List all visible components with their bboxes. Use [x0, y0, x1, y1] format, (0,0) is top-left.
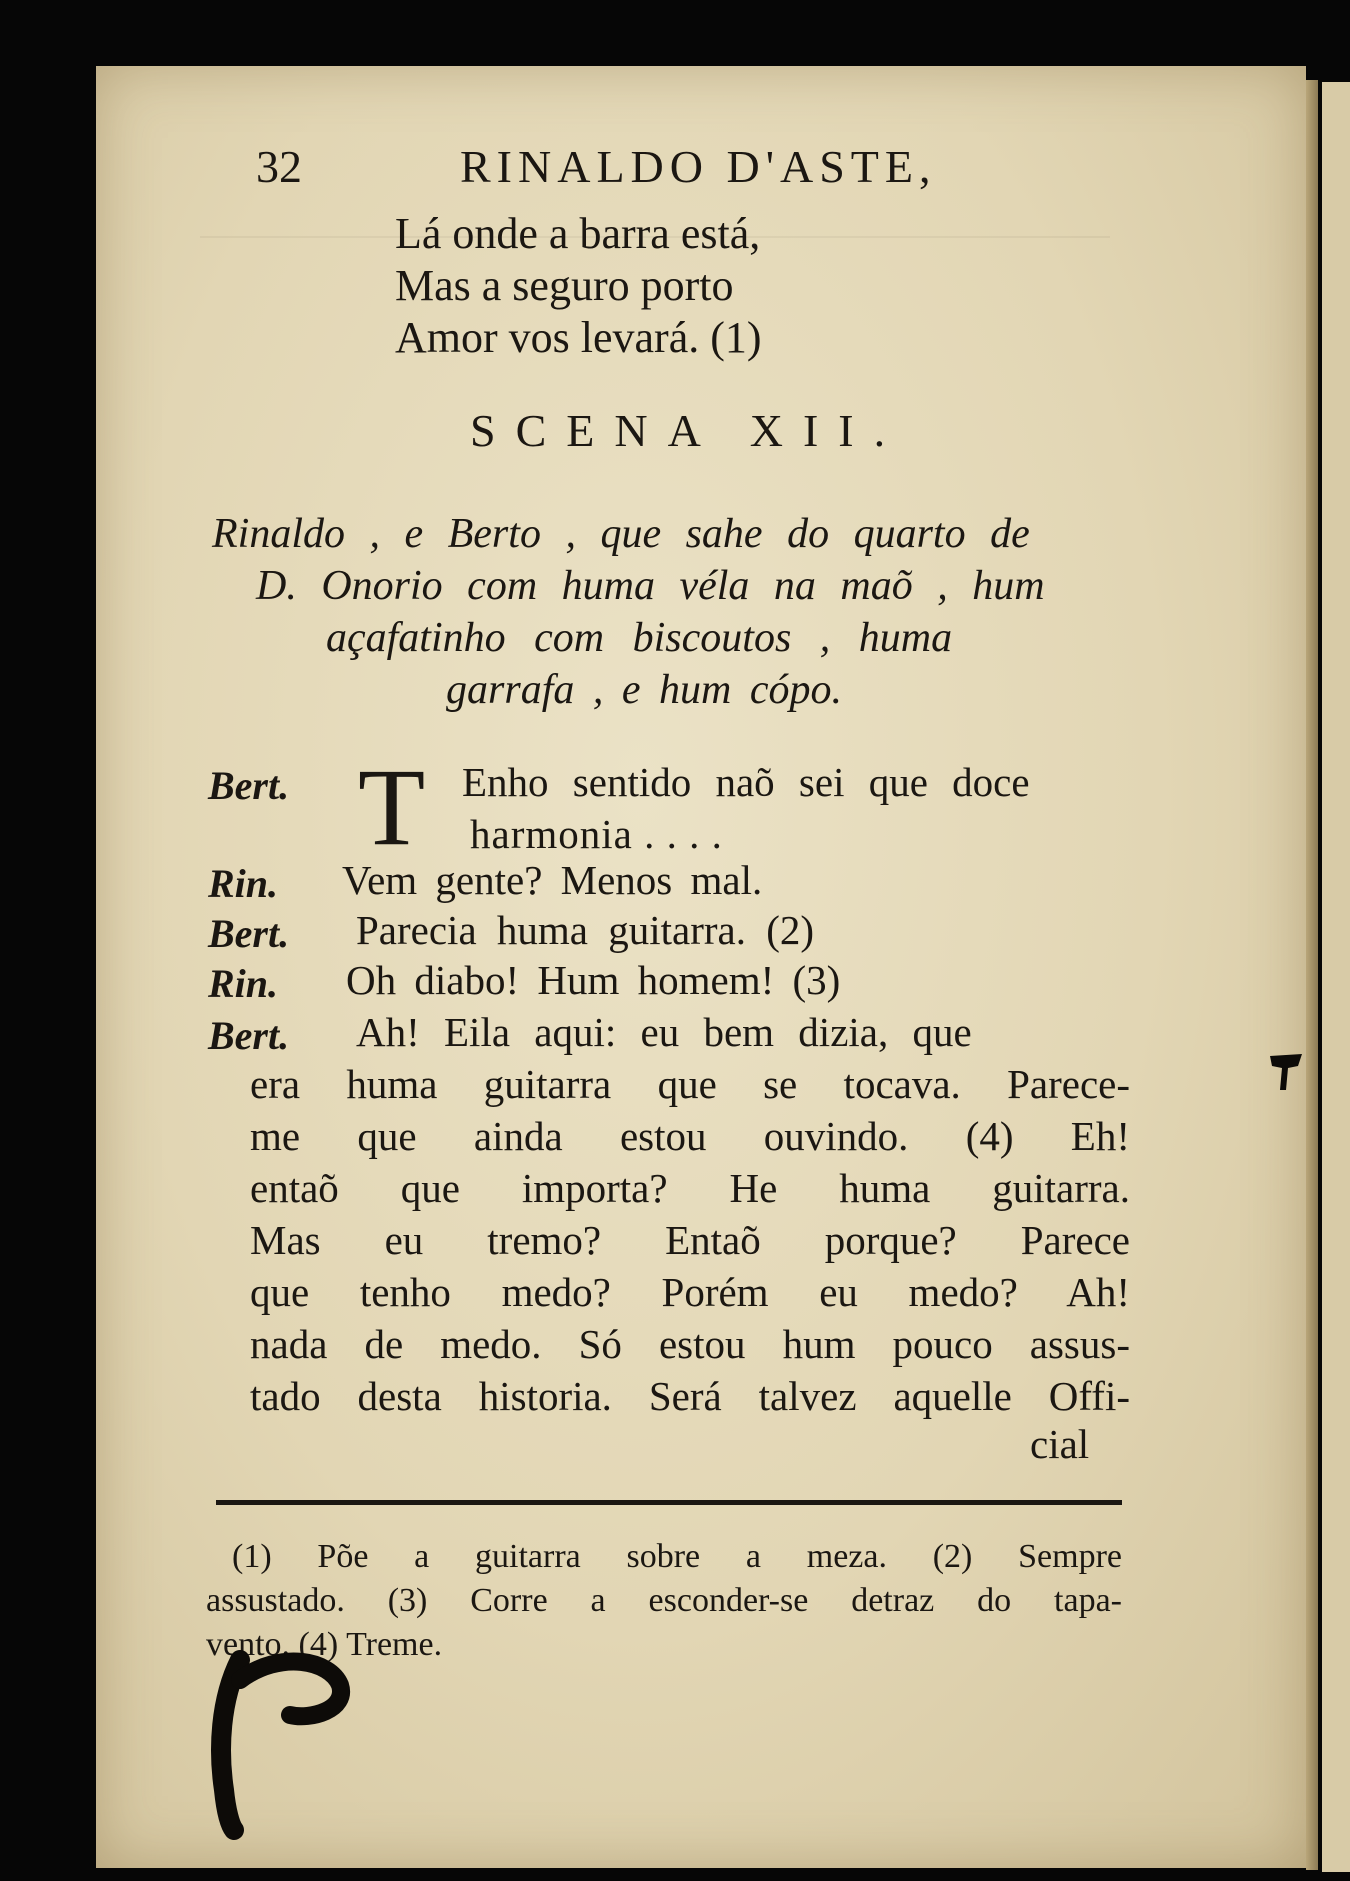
dialogue-line: Oh diabo! Hum homem! (3) — [346, 957, 841, 1003]
running-title: RINALDO D'ASTE, — [460, 141, 937, 192]
paragraph-line: entaõ que importa? He huma guitarra. — [250, 1165, 1130, 1211]
handwritten-mark-icon — [200, 1640, 360, 1840]
dialogue-line: Ah! Eila aqui: eu bem dizia, que — [356, 1009, 972, 1055]
stage-direction-line: açafatinho com biscoutos , huma — [326, 615, 953, 661]
speaker-label: Rin. — [208, 961, 279, 1006]
speaker-label: Bert. — [208, 763, 290, 808]
drop-cap: T — [358, 746, 426, 868]
binding-mark-icon — [1268, 1052, 1304, 1092]
footnote-line: assustado. (3) Corre a esconder-se detraz do tapa- — [206, 1582, 1122, 1619]
paragraph-line: era huma guitarra que se tocava. Parece- — [250, 1061, 1130, 1107]
page-header — [256, 140, 976, 202]
speaker-label: Rin. — [208, 861, 279, 906]
speaker-label: Bert. — [208, 1013, 290, 1058]
footnote-line: (1) Põe a guitarra sobre a meza. (2) Sempre — [232, 1538, 1122, 1575]
verse-line: Lá onde a barra está, — [395, 209, 761, 258]
paragraph-line: que tenho medo? Porém eu medo? Ah! — [250, 1269, 1130, 1315]
stage-direction-line: D. Onorio com huma véla na maõ , hum — [256, 563, 1045, 609]
paragraph-line: nada de medo. Só estou hum pouco assus- — [250, 1321, 1130, 1367]
stage-direction-line: Rinaldo , e Berto , que sahe do quarto de — [212, 511, 1030, 557]
paragraph-line: Mas eu tremo? Entaõ porque? Parece — [250, 1217, 1130, 1263]
dialogue-line-continuation: harmonia . . . . — [470, 811, 723, 857]
footnote-line: vento. (4) Treme. — [206, 1626, 443, 1663]
speaker-label: Bert. — [208, 911, 290, 956]
verse-line: Amor vos levará. (1) — [395, 313, 762, 362]
page-edge — [1306, 80, 1318, 1870]
page-number: 32 — [256, 141, 302, 192]
dialogue-line: Vem gente? Menos mal. — [342, 857, 763, 903]
scene-title: SCENA XII. — [470, 405, 906, 456]
facing-page-edge — [1322, 82, 1350, 1872]
paragraph-line: tado desta historia. Será talvez aquelle Offi- — [250, 1373, 1130, 1419]
dialogue-line: Parecia huma guitarra. (2) — [356, 907, 815, 953]
footnote-rule — [216, 1500, 1122, 1505]
catchword: cial — [1030, 1421, 1090, 1467]
verse-line: Mas a seguro porto — [395, 261, 734, 310]
paragraph-line: me que ainda estou ouvindo. (4) Eh! — [250, 1113, 1130, 1159]
stage-direction-line: garrafa , e hum cópo. — [446, 667, 842, 713]
dialogue-line: Enho sentido naõ sei que doce — [462, 759, 1030, 805]
